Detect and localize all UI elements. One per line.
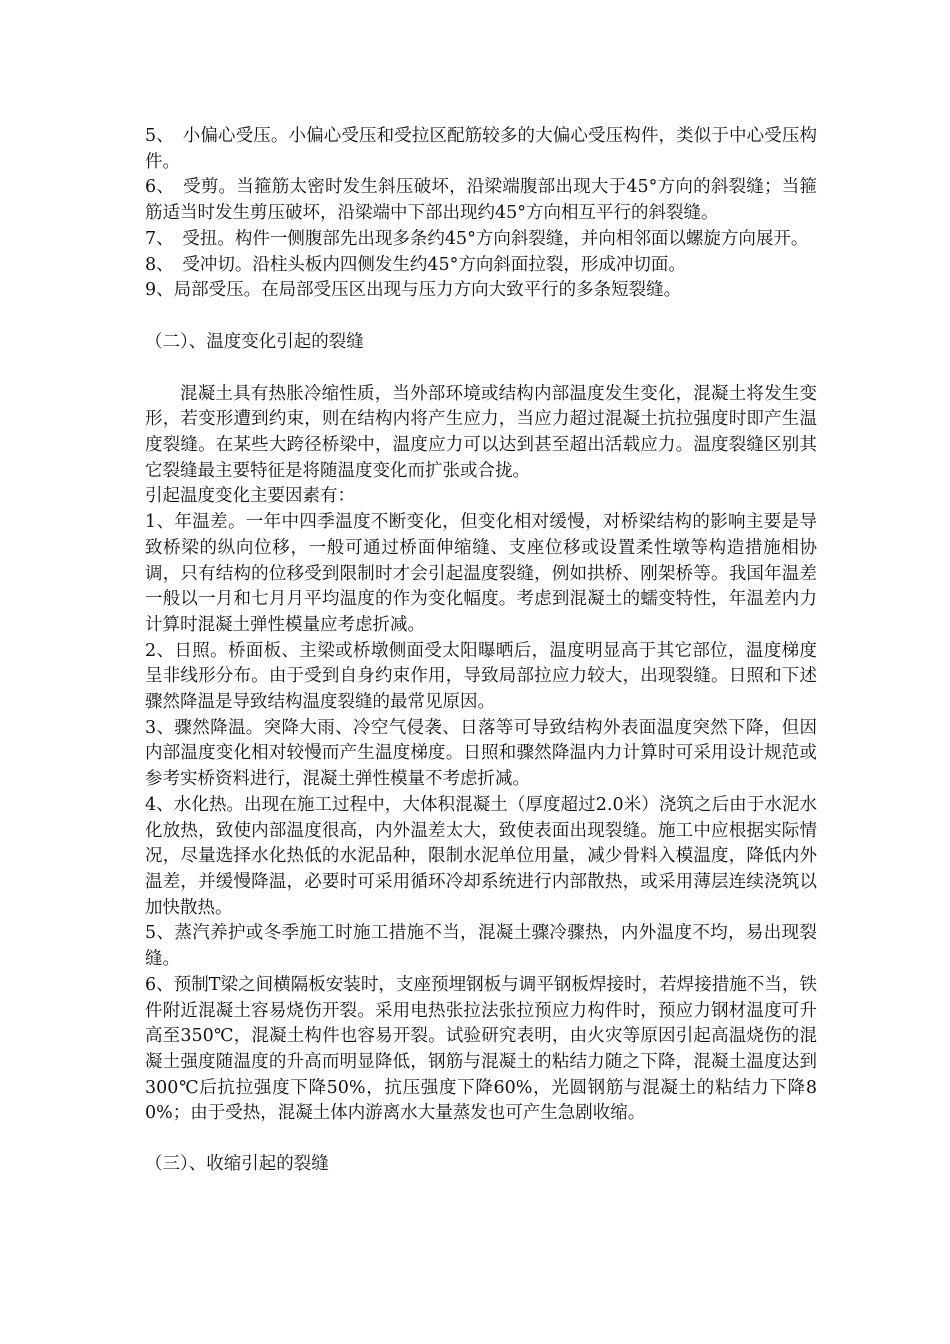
temperature-factors-lead: 引起温度变化主要因素有： [145, 486, 355, 507]
list-item-punching-shear: 8、 受冲切。沿柱头板内四侧发生约45°方向斜面拉裂，形成冲切面。 [145, 254, 686, 275]
spacer [145, 356, 817, 382]
spacer [145, 304, 817, 330]
list-item-torsion: 7、 受扭。构件一侧腹部先出现多条约45°方向斜裂缝，并向相邻面以螺旋方向展开。 [145, 228, 809, 249]
factor-welding-high-temperature: 6、预制T梁之间横隔板安装时，支座预埋钢板与调平钢板焊接时，若焊接措施不当，铁件附近混凝土容易烧伤开裂。采用电热张拉法张拉预应力构件时，预应力钢材温度可升高至350℃，混凝土构件也容易开裂。试验研究表明，由火灾等原因引起高温烧伤的混凝土强度随温度的升高而明显降低，钢筋与混凝土的粘结力随之下降，混凝土温度达到300℃后抗拉强度下降50%，抗压强度下降60%，光圆钢筋与混凝土的粘结力下降80%；由于受热，混凝土体内游离水大量蒸发也可产生急剧收缩。 [145, 974, 817, 1124]
factor-annual-temperature-difference: 1、年温差。一年中四季温度不断变化，但变化相对缓慢，对桥梁结构的影响主要是导致桥梁的纵向位移，一般可通过桥面伸缩缝、支座位移或设置柔性墩等构造措施相协调，只有结构的位移受到限制时才会引起温度裂缝，例如拱桥、刚架桥等。我国年温差一般以一月和七月月平均温度的作为变化幅度。考虑到混凝土的蠕变特性，年温差内力计算时混凝土弹性模量应考虑折减。 [145, 512, 817, 635]
factor-steam-curing-winter: 5、蒸汽养护或冬季施工时施工措施不当，混凝土骤冷骤热，内外温度不均，易出现裂缝。 [145, 923, 817, 970]
spacer [145, 1127, 817, 1152]
list-item-small-eccentric-compression: 5、 小偏心受压。小偏心受压和受拉区配筋较多的大偏心受压构件，类似于中心受压构件。 [145, 126, 817, 172]
temperature-factor-list [145, 510, 817, 1127]
factor-hydration-heat: 4、水化热。出现在施工过程中，大体积混凝土（厚度超过2.0米）浇筑之后由于水泥水化放热，致使内部温度很高，内外温差太大，致使表面出现裂缝。施工中应根据实际情况，尽量选择水化热低的水泥品种，限制水泥单位用量，减少骨料入模温度，降低内外温差，并缓慢降温，必要时可采用循环冷却系统进行内部散热，或采用薄层连续浇筑以加快散热。 [145, 794, 817, 918]
temperature-intro-paragraph: 混凝土具有热胀冷缩性质，当外部环境或结构内部温度发生变化，混凝土将发生变形，若变形遭到约束，则在结构内将产生应力，当应力超过混凝土抗拉强度时即产生温度裂缝。在某些大跨径桥梁中，温度应力可以达到甚至超出活载应力。温度裂缝区别其它裂缝最主要特征是将随温度变化而扩张或合拢。 [145, 383, 817, 481]
load-crack-list [145, 124, 817, 304]
document-body [145, 124, 817, 1178]
section-heading-temperature: （二）、温度变化引起的裂缝 [145, 331, 364, 352]
list-item-local-compression: 9、局部受压。在局部受压区出现与压力方向大致平行的多条短裂缝。 [145, 280, 682, 301]
section-heading-shrinkage: （三）、收缩引起的裂缝 [145, 1154, 329, 1175]
list-item-shear: 6、 受剪。当箍筋太密时发生斜压破坏，沿梁端腹部出现大于45°方向的斜裂缝；当箍筋适当时发生剪压破坏，沿梁端中下部出现约45°方向相互平行的斜裂缝。 [145, 177, 817, 224]
factor-sunshine: 2、日照。桥面板、主梁或桥墩侧面受太阳曝晒后，温度明显高于其它部位，温度梯度呈非线形分布。由于受到自身约束作用，导致局部拉应力较大，出现裂缝。日照和下述骤然降温是导致结构温度裂缝的最常见原因。 [145, 640, 817, 713]
factor-sudden-cooling: 3、骤然降温。突降大雨、冷空气侵袭、日落等可导致结构外表面温度突然下降，但因内部温度变化相对较慢而产生温度梯度。日照和骤然降温内力计算时可采用设计规范或参考实桥资料进行，混凝土弹性模量不考虑折减。 [145, 717, 817, 790]
